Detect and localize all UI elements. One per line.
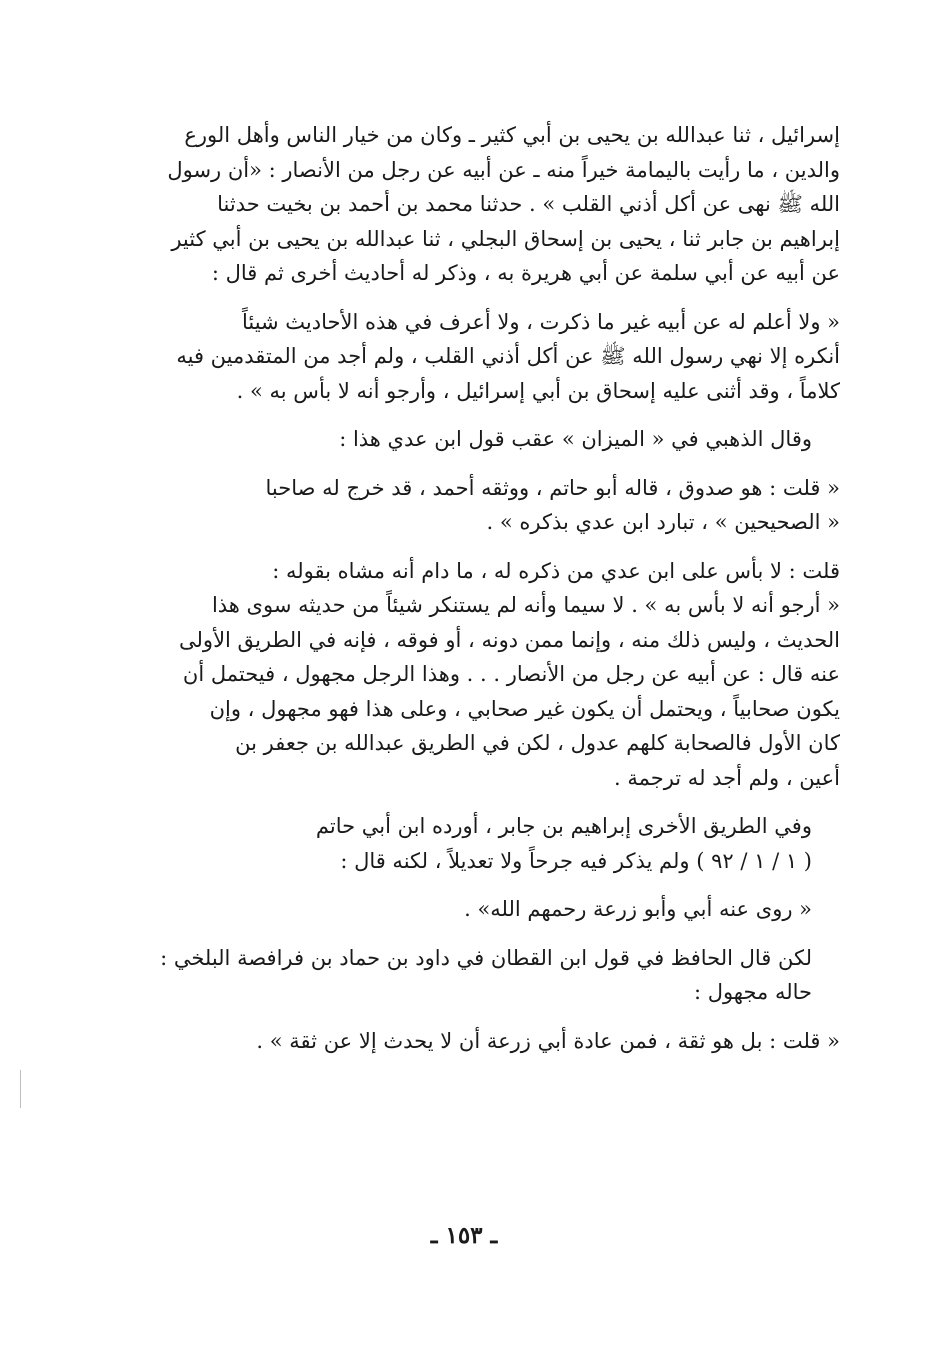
paragraph-dhahabi-intro <box>150 422 840 457</box>
text-line: أعين ، ولم أجد له ترجمة . <box>613 765 840 790</box>
page-number: ـ ١٥٣ ـ <box>430 1222 498 1249</box>
text-line: حاله مجهول : <box>693 980 812 1004</box>
text-line: عنه قال : عن أبيه عن رجل من الأنصار . . . وهذا الرجل مجهول ، فيحتمل أن <box>182 662 840 686</box>
text-line: الله ﷺ نهى عن أكل أذني القلب » . حدثنا محمد بن أحمد بن بخيت حدثنا <box>217 192 840 216</box>
text-line: إسرائيل ، ثنا عبدالله بن يحيى بن أبي كثير ـ وكان من خيار الناس وأهل الورع <box>184 123 840 147</box>
text-line: كان الأول فالصحابة كلهم عدول ، لكن في الطريق عبدالله بن جعفر بن <box>235 731 840 755</box>
text-line: الحديث ، وليس ذلك منه ، وإنما ممن دونه ، أو فوقه ، فإنه في الطريق الأولى <box>179 627 840 652</box>
paragraph-second-route <box>150 809 840 878</box>
quote-dhahabi <box>150 471 840 540</box>
paragraph-1 <box>150 118 840 291</box>
text-line: « قلت : هو صدوق ، قاله أبو حاتم ، ووثقه أحمد ، قد خرج له صاحبا <box>265 475 840 500</box>
text-line: عن أبيه عن أبي سلمة عن أبي هريرة به ، وذكر له أحاديث أخرى ثم قال : <box>211 261 840 285</box>
text-line: لكن قال الحافظ في قول ابن القطان في داود بن حماد بن فرافصة البلخي : <box>160 945 812 970</box>
text-line: قلت : لا بأس على ابن عدي من ذكره له ، ما دام أنه مشاه بقوله : <box>272 558 840 583</box>
text-line: « ولا أعلم له عن أبيه غير ما ذكرت ، ولا أعرف في هذه الأحاديث شيئاً <box>241 309 840 334</box>
text-line: إبراهيم بن جابر ثنا ، يحيى بن إسحاق البجلي ، ثنا عبدالله بن يحيى بن أبي كثير <box>171 226 840 251</box>
paragraph-author-comment <box>150 554 840 796</box>
text-line: يكون صحابياً ، ويحتمل أن يكون غير صحابي ، وعلى هذا فهو مجهول ، وإن <box>209 696 840 721</box>
paragraph-hafiz <box>150 941 840 1010</box>
text-line: « قلت : بل هو ثقة ، فمن عادة أبي زرعة أن لا يحدث إلا عن ثقة » . <box>256 1028 840 1053</box>
text-line: أنكره إلا نهي رسول الله ﷺ عن أكل أذني القلب ، ولم أجد من المتقدمين فيه <box>176 344 840 368</box>
quote-abu-hatim <box>150 892 840 927</box>
text-line: كلاماً ، وقد أثنى عليه إسحاق بن أبي إسرائيل ، وأرجو أنه لا بأس به » . <box>236 378 840 403</box>
text-line: ( ١ / ١ / ٩٢ ) ولم يذكر فيه جرحاً ولا تعديلاً ، لكنه قال : <box>340 848 812 873</box>
text-line: والدين ، ما رأيت باليمامة خيراً منه ـ عن أبيه عن رجل من الأنصار : «أن رسول <box>167 157 840 182</box>
text-line: وفي الطريق الأخرى إبراهيم بن جابر ، أورده ابن أبي حاتم <box>315 814 812 838</box>
text-line: « الصحيحين » ، تبارد ابن عدي بذكره » . <box>486 510 840 534</box>
quote-hafiz <box>150 1024 840 1059</box>
page-body <box>150 118 840 1072</box>
text-line: « أرجو أنه لا بأس به » . لا سيما وأنه لم يستنكر شيئاً من حديثه سوى هذا <box>211 593 840 617</box>
text-line: وقال الذهبي في « الميزان » عقب قول ابن عدي هذا : <box>339 427 812 451</box>
quote-ibn-adi <box>150 305 840 409</box>
text-line: « روى عنه أبي وأبو زرعة رحمهم الله» . <box>464 897 812 921</box>
scan-margin-mark <box>20 1070 21 1108</box>
